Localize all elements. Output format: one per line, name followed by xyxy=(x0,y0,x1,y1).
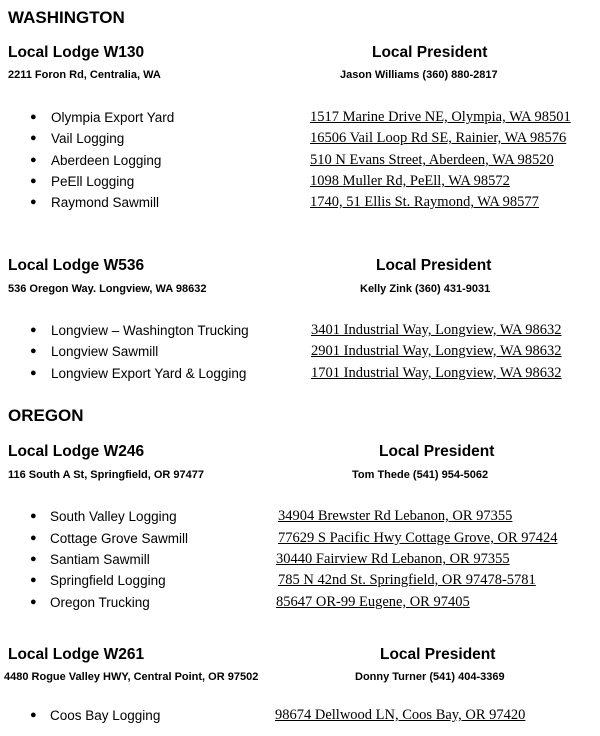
site-name: Vail Logging xyxy=(51,131,125,146)
lodge-address: 2211 Foron Rd, Centralia, WA xyxy=(8,69,161,81)
bullet: ● xyxy=(30,532,37,544)
president-label: Local President xyxy=(376,257,492,274)
site-name: Springfield Logging xyxy=(50,573,166,588)
lodge-address: 4480 Rogue Valley HWY, Central Point, OR 97502 xyxy=(4,671,259,683)
bullet: ● xyxy=(30,709,37,721)
site-address-link[interactable]: 77629 S Pacific Hwy Cottage Grove, OR 97424 xyxy=(278,530,558,546)
president-label: Local President xyxy=(379,443,495,460)
bullet: ● xyxy=(30,324,37,336)
site-name: Olympia Export Yard xyxy=(51,110,175,125)
site-name: South Valley Logging xyxy=(50,509,177,524)
site-address-link[interactable]: 1740, 51 Ellis St. Raymond, WA 98577 xyxy=(310,194,539,210)
lodge-name: Local Lodge W536 xyxy=(8,257,145,274)
site-address-link[interactable]: 1701 Industrial Way, Longview, WA 98632 xyxy=(311,365,562,381)
site-address-link[interactable]: 98674 Dellwood LN, Coos Bay, OR 97420 xyxy=(275,707,526,723)
president-label: Local President xyxy=(372,44,488,61)
site-address-link[interactable]: 1517 Marine Drive NE, Olympia, WA 98501 xyxy=(310,109,571,125)
bullet: ● xyxy=(30,175,37,187)
site-name: PeEll Logging xyxy=(51,174,135,189)
bullet: ● xyxy=(30,154,37,166)
lodge-name: Local Lodge W130 xyxy=(8,44,145,61)
site-name: Aberdeen Logging xyxy=(51,153,162,168)
president-contact: Jason Williams (360) 880-2817 xyxy=(340,69,498,81)
bullet: ● xyxy=(30,510,37,522)
bullet: ● xyxy=(30,132,37,144)
bullet: ● xyxy=(30,574,37,586)
site-name: Longview Sawmill xyxy=(51,344,159,359)
site-address-link[interactable]: 30440 Fairview Rd Lebanon, OR 97355 xyxy=(276,551,510,567)
president-contact: Kelly Zink (360) 431-9031 xyxy=(360,283,491,295)
site-name: Longview Export Yard & Logging xyxy=(51,366,247,381)
bullet: ● xyxy=(30,111,37,123)
bullet: ● xyxy=(30,596,37,608)
site-address-link[interactable]: 785 N 42nd St. Springfield, OR 97478-5781 xyxy=(278,572,536,588)
lodge-name: Local Lodge W261 xyxy=(8,646,145,663)
site-name: Raymond Sawmill xyxy=(51,195,160,210)
site-address-link[interactable]: 2901 Industrial Way, Longview, WA 98632 xyxy=(311,343,562,359)
lodge-name: Local Lodge W246 xyxy=(8,443,145,460)
site-address-link[interactable]: 510 N Evans Street, Aberdeen, WA 98520 xyxy=(310,152,554,168)
lodge-address: 536 Oregon Way. Longview, WA 98632 xyxy=(8,283,207,295)
site-name: Santiam Sawmill xyxy=(50,552,150,567)
site-name: Coos Bay Logging xyxy=(50,708,161,723)
state-heading-washington: WASHINGTON xyxy=(8,8,125,27)
lodge-address: 116 South A St, Springfield, OR 97477 xyxy=(8,469,205,481)
site-address-link[interactable]: 1098 Muller Rd, PeEll, WA 98572 xyxy=(310,173,510,189)
site-address-link[interactable]: 34904 Brewster Rd Lebanon, OR 97355 xyxy=(278,508,513,524)
bullet: ● xyxy=(30,345,37,357)
state-heading-oregon: OREGON xyxy=(8,406,84,425)
bullet: ● xyxy=(30,367,37,379)
site-name: Longview – Washington Trucking xyxy=(51,323,249,338)
site-name: Oregon Trucking xyxy=(50,595,150,610)
president-contact: Donny Turner (541) 404-3369 xyxy=(355,671,505,683)
president-label: Local President xyxy=(380,646,496,663)
site-address-link[interactable]: 3401 Industrial Way, Longview, WA 98632 xyxy=(311,322,562,338)
site-address-link[interactable]: 85647 OR-99 Eugene, OR 97405 xyxy=(276,594,470,610)
site-address-link[interactable]: 16506 Vail Loop Rd SE, Rainier, WA 98576 xyxy=(310,130,567,146)
bullet: ● xyxy=(30,553,37,565)
president-contact: Tom Thede (541) 954-5062 xyxy=(352,469,489,481)
site-name: Cottage Grove Sawmill xyxy=(50,531,189,546)
bullet: ● xyxy=(30,196,37,208)
